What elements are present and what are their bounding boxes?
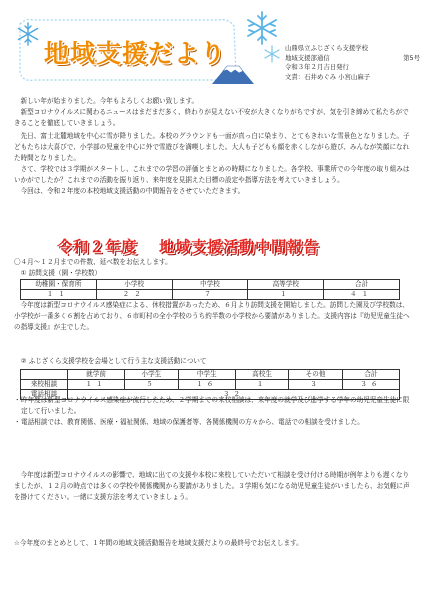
snowflake-large-icon — [242, 8, 282, 48]
authors: 文責：石井めぐみ 小宮山麻子 — [285, 72, 371, 81]
closing-paragraph: ☆今年度のまとめとして、１年間の地域支援活動報告を地域支援だよりの最終号でお伝えします。 — [14, 539, 303, 547]
table-header-cell: 幼稚園・保育所 — [21, 280, 97, 290]
table-cell: １１ — [21, 290, 97, 300]
table-header-cell: 高等学校 — [248, 280, 324, 290]
table-cell: ３６ — [342, 380, 399, 390]
intro-paragraph: さて、学校では３学期がスタートし、これまでの学習の評価とまとめの時期になりました。各学校、事業所での今年度の取り組みはいかがでしたか？これまでの活動を振り返り、来年度を見据えた目標の設定や指導方法を考えていきましょう。 — [14, 165, 410, 184]
report-part2 — [14, 356, 410, 367]
newsletter-issue-row — [285, 54, 420, 64]
snowflake-small-icon — [262, 44, 282, 64]
issue-date: 令和３年２月吉日発行 — [285, 63, 349, 72]
closing-paragraph: 今年度は新型コロナウイルスの影響で、地域に出ての支援や本校に来校していただいて相談を受け付ける時期が例年よりも遅くなりましたが、１２月の時点では多くの学校や関係機関から要請がありました。３学期も気になる幼児児童生徒がいましたら、お気軽に声を掛けてください。一緒に支援方法を考えていきましょう。 — [14, 471, 410, 501]
table-cell: ２２ — [96, 290, 172, 300]
visit-support-table — [20, 279, 400, 300]
table-header-row — [21, 370, 400, 380]
list-item: ・ 電話相談では、教育関係、医療・福祉関係、地域の保護者等、各関係機関の方々から、電話での相談を受けました。 — [14, 418, 364, 426]
table-cell: ３２ — [68, 390, 400, 400]
table-header-cell: 就学前 — [68, 370, 125, 380]
report-intro: 〇４月～１２月までの件数、延べ数をお伝えします。 — [14, 258, 172, 266]
table-header-cell: 中学生 — [178, 370, 235, 380]
issue-info — [285, 44, 420, 82]
part1-heading: ① 訪問支援（園・学校数） — [20, 269, 102, 277]
issue-number: 第5号 — [403, 53, 420, 62]
newsletter-header — [0, 0, 424, 95]
mount-fuji-icon — [212, 60, 254, 84]
table-cell: １１ — [68, 380, 125, 390]
table-header-cell: 小学校 — [96, 280, 172, 290]
table-header-row — [21, 280, 400, 290]
table-row — [21, 380, 400, 390]
section-heading-year: 令和２年度 — [57, 238, 138, 256]
table-cell: １ — [235, 380, 289, 390]
bullet-text: 昨年度は新型コロナウイルス感染症が流行したため、２学期までの来校相談は、来年度の就学及び進学する学年の幼児児童生徒に限定して行いました。 — [21, 396, 410, 415]
table-row — [21, 290, 400, 300]
newsletter-name: 地域支援部通信 — [285, 53, 330, 62]
bullet-text: 電話相談では、教育関係、医療・福祉関係、地域の保護者等、各関係機関の方々から、電話での相談を受けました。 — [21, 418, 364, 426]
table-header-cell: 合計 — [342, 370, 399, 380]
table-cell: ７ — [172, 290, 248, 300]
snowflake-icon — [14, 20, 42, 48]
section-heading-title: 地域支援活動中間報告 — [159, 238, 320, 256]
table-header-cell: 高校生 — [235, 370, 289, 380]
table-header-cell — [21, 370, 68, 380]
table-cell: １６ — [178, 380, 235, 390]
row-label-phone: 電話相談 — [21, 390, 68, 400]
intro-paragraph: 新しい年が始まりました。今年もよろしくお願い致します。 — [20, 97, 199, 105]
part1-note-text: 今年度は新型コロナウイルス感染症による、休校措置があったため、６月より訪問支援を開始しました。訪問した園及び学校数は、小学校が一番多く６割を占めており、６市町村の全小学校のうち約半数の小学校から要請がありました。支援内容は『幼児児童生徒への指導支援』が主でした。 — [14, 301, 410, 331]
newsletter-title: 地域支援だより — [44, 39, 227, 68]
report-part1 — [14, 257, 410, 279]
school-name: 山鼎県立ふじざくら支援学校 — [285, 44, 369, 52]
intro-paragraph: 今回は、令和２年度の本校地域支援活動の中間報告をさせていただきます。 — [20, 187, 245, 195]
table-cell: ５ — [125, 380, 179, 390]
table-header-cell: 中学校 — [172, 280, 248, 290]
row-label-visit: 来校相談 — [21, 380, 68, 390]
section-heading — [57, 235, 357, 255]
closing-section — [14, 470, 410, 503]
closing-note — [14, 538, 410, 549]
table-cell: ４１ — [324, 290, 400, 300]
table-header-cell: 合計 — [324, 280, 400, 290]
table-cell: ３ — [289, 380, 343, 390]
intro-section — [14, 96, 410, 197]
list-item: ・ 昨年度は新型コロナウイルス感染症が流行したため、２学期までの来校相談は、来年度の就学及び進学する学年の幼児児童生徒に限定して行いました。 — [14, 396, 410, 415]
intro-paragraph: 先日、富士北麓地域を中心に雪が降りました。本校のグラウンドも一面が真っ白に染まり、とてもきれいな雪景色となりました。子どもたちは大喜びで、小学部の児童を中心に外で雪遊びを満喫しました。大人も子どもも顔を赤くしながら遊び、みんなが笑顔になれた時間となりました。 — [14, 132, 410, 162]
intro-paragraph: 新型コロナウイルスに関わるニュースはまだまだ多く、終わりが見えない不安が大きくなりがちですが、気を引き締めて私たちができることを徹底していきましょう。 — [14, 108, 409, 127]
table-cell: １ — [248, 290, 324, 300]
part2-notes — [14, 395, 410, 428]
part1-note — [14, 300, 410, 333]
title-banner — [14, 14, 250, 86]
table-header-cell: その他 — [289, 370, 343, 380]
table-header-cell: 小学生 — [125, 370, 179, 380]
part2-heading: ② ふじざくら支援学校を会場として行う主な支援活動について — [20, 357, 207, 365]
